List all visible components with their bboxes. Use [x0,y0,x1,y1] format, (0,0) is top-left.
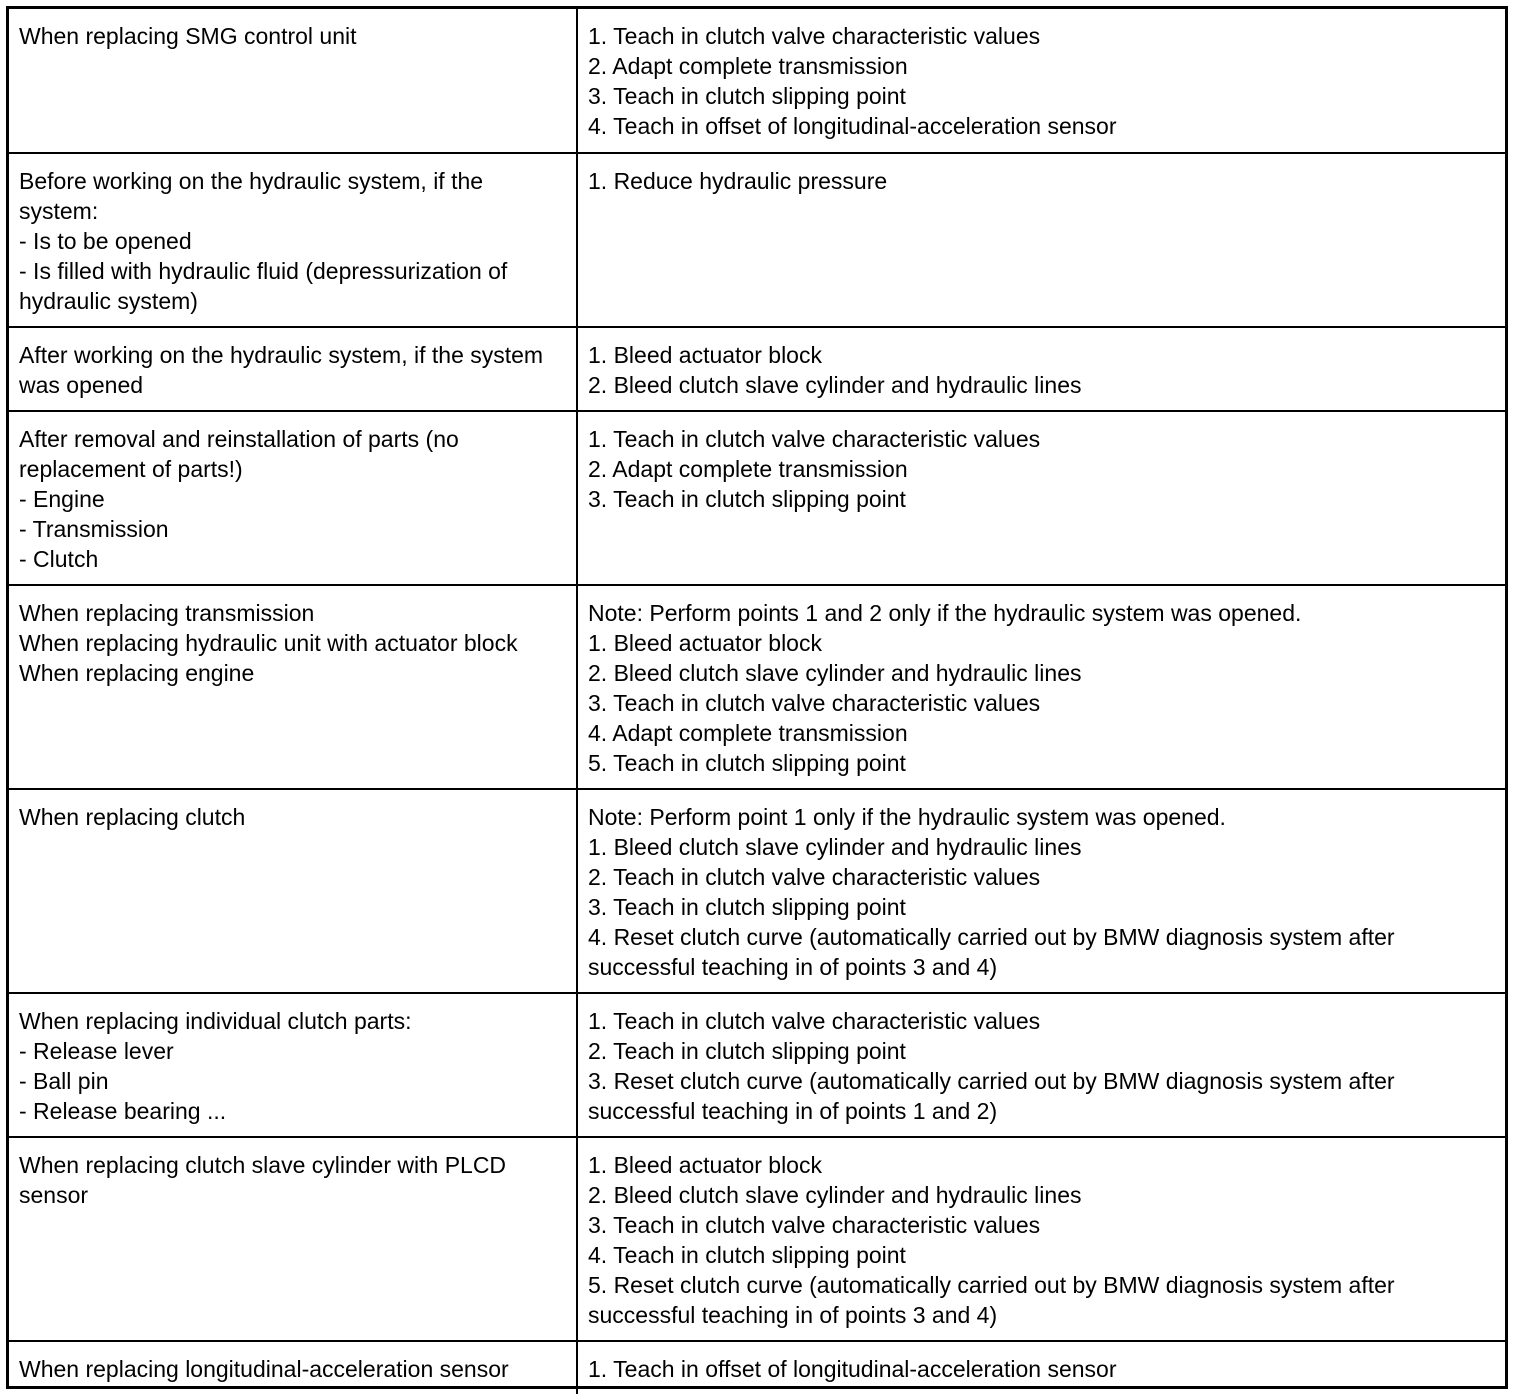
table-row [9,153,1505,327]
condition-line: - Is filled with hydraulic fluid (depressurization of hydraulic system) [19,258,508,314]
step-line: 2. Bleed clutch slave cylinder and hydraulic lines [588,660,1082,686]
table-row [9,993,1505,1137]
condition-cell [9,1341,577,1394]
steps-cell [577,1137,1505,1341]
step-line: 1. Reduce hydraulic pressure [588,168,888,194]
step-line: 2. Adapt complete transmission [588,456,908,482]
step-line: 4. Adapt complete transmission [588,720,908,746]
step-line: 1. Teach in offset of longitudinal-acceleration sensor [588,1356,1117,1382]
condition-line: - Clutch [19,546,99,572]
condition-cell [9,993,577,1137]
steps-cell [577,9,1505,153]
step-line: 4. Reset clutch curve (automatically carried out by BMW diagnosis system after successful teaching in of points 3 and 4) [588,924,1395,980]
step-line: 3. Reset clutch curve (automatically carried out by BMW diagnosis system after successful teaching in of points 1 and 2) [588,1068,1395,1124]
steps-cell [577,993,1505,1137]
step-line: 1. Bleed actuator block [588,630,822,656]
condition-line: When replacing individual clutch parts: [19,1008,412,1034]
steps-cell [577,789,1505,993]
condition-line: - Transmission [19,516,169,542]
step-line: 1. Bleed actuator block [588,342,822,368]
condition-line: Before working on the hydraulic system, if the system: [19,168,484,224]
steps-cell [577,327,1505,411]
procedure-table-frame [6,6,1508,1389]
step-line: 3. Teach in clutch slipping point [588,894,906,920]
steps-cell [577,1341,1505,1394]
condition-cell [9,411,577,585]
table-row [9,585,1505,789]
condition-line: When replacing SMG control unit [19,23,357,49]
table-row [9,411,1505,585]
step-line: 1. Bleed actuator block [588,1152,822,1178]
step-line: 1. Teach in clutch valve characteristic values [588,1008,1041,1034]
step-line: 2. Bleed clutch slave cylinder and hydraulic lines [588,372,1082,398]
condition-line: - Engine [19,486,105,512]
table-row [9,9,1505,153]
condition-line: When replacing hydraulic unit with actuator block [19,630,518,656]
condition-cell [9,585,577,789]
step-line: 5. Reset clutch curve (automatically carried out by BMW diagnosis system after successful teaching in of points 3 and 4) [588,1272,1395,1328]
table-row [9,1137,1505,1341]
condition-line: After working on the hydraulic system, if the system was opened [19,342,544,398]
step-line: 1. Teach in clutch valve characteristic values [588,426,1041,452]
step-line: 3. Teach in clutch valve characteristic values [588,1212,1041,1238]
step-line: 5. Teach in clutch slipping point [588,750,906,776]
condition-line: - Ball pin [19,1068,109,1094]
condition-line: When replacing transmission [19,600,315,626]
step-line: 2. Adapt complete transmission [588,53,908,79]
step-line: 3. Teach in clutch slipping point [588,83,906,109]
condition-line: When replacing engine [19,660,255,686]
condition-cell [9,789,577,993]
condition-line: - Release bearing ... [19,1098,227,1124]
note-line: Note: Perform point 1 only if the hydraulic system was opened. [588,804,1226,830]
step-line: 4. Teach in clutch slipping point [588,1242,906,1268]
condition-cell [9,1137,577,1341]
condition-line: When replacing clutch slave cylinder with PLCD sensor [19,1152,507,1208]
condition-cell [9,9,577,153]
condition-line: After removal and reinstallation of parts (no replacement of parts!) [19,426,459,482]
step-line: 4. Teach in offset of longitudinal-acceleration sensor [588,113,1117,139]
step-line: 2. Bleed clutch slave cylinder and hydraulic lines [588,1182,1082,1208]
table-row [9,789,1505,993]
step-line: 1. Bleed clutch slave cylinder and hydraulic lines [588,834,1082,860]
step-line: 2. Teach in clutch valve characteristic values [588,864,1041,890]
table-row [9,1341,1505,1394]
step-line: 1. Teach in clutch valve characteristic values [588,23,1041,49]
steps-cell [577,585,1505,789]
note-line: Note: Perform points 1 and 2 only if the hydraulic system was opened. [588,600,1302,626]
procedure-table [9,9,1505,1394]
steps-cell [577,153,1505,327]
step-line: 3. Teach in clutch valve characteristic values [588,690,1041,716]
condition-line: - Release lever [19,1038,174,1064]
condition-line: When replacing longitudinal-acceleration sensor [19,1356,509,1382]
condition-line: - Is to be opened [19,228,192,254]
step-line: 3. Teach in clutch slipping point [588,486,906,512]
condition-line: When replacing clutch [19,804,246,830]
steps-cell [577,411,1505,585]
table-row [9,327,1505,411]
condition-cell [9,327,577,411]
step-line: 2. Teach in clutch slipping point [588,1038,906,1064]
condition-cell [9,153,577,327]
